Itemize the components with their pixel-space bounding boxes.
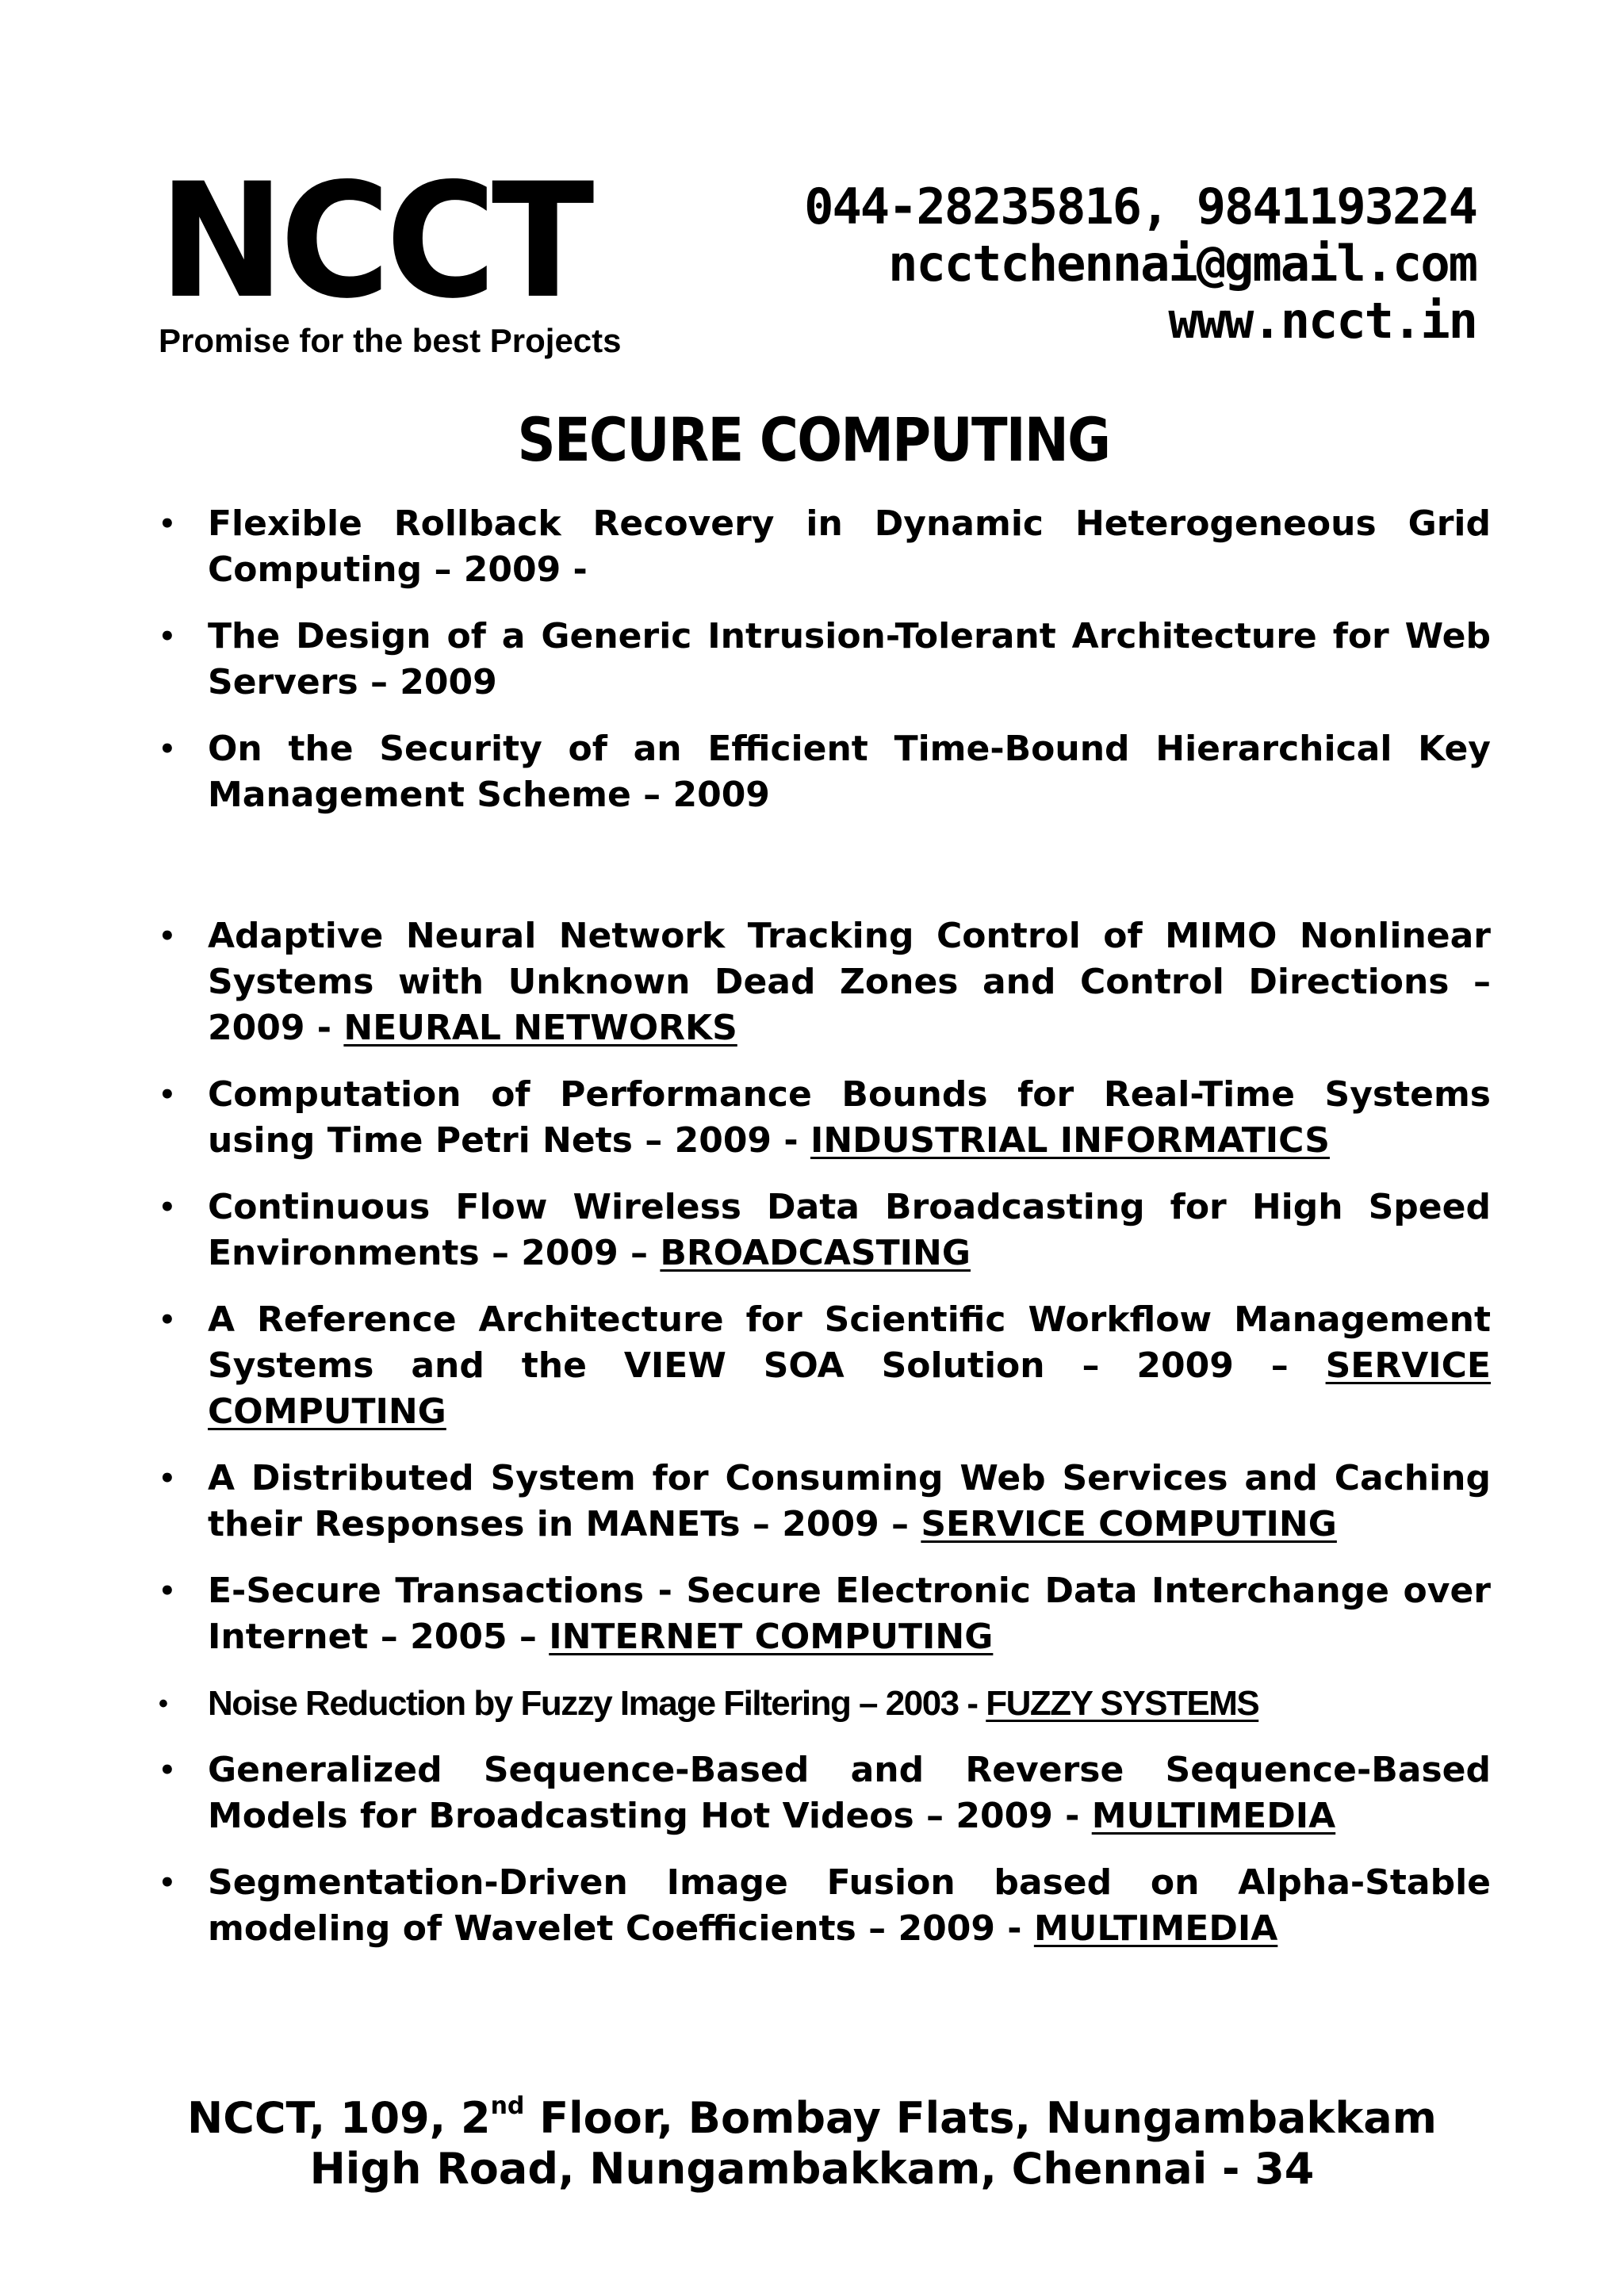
item-category: MULTIMEDIA	[1091, 1796, 1336, 1836]
list-item	[159, 1456, 1491, 1548]
bullet-icon: •	[159, 1304, 176, 1336]
item-title: Generalized Sequence-Based and Reverse Sequence-Based Models for Broadcasting Hot Videos – 2009 -	[208, 1750, 1491, 1836]
list-item	[159, 1747, 1491, 1839]
item-category: INTERNET COMPUTING	[549, 1617, 994, 1657]
website-url: www.ncct.in	[1168, 292, 1477, 350]
list-item	[159, 1568, 1491, 1660]
item-title: On the Security of an Efficient Time-Bound Hierarchical Key Management Scheme – 2009	[208, 729, 1491, 815]
bullet-icon: •	[159, 1079, 176, 1111]
contact-block	[804, 178, 1477, 350]
item-category: SERVICE COMPUTING	[208, 1345, 1491, 1432]
bullet-icon: •	[159, 1463, 176, 1494]
item-category: MULTIMEDIA	[1033, 1908, 1278, 1949]
item-title: Continuous Flow Wireless Data Broadcasting for High Speed Environments – 2009 –	[208, 1187, 1491, 1273]
list-item	[159, 1072, 1491, 1164]
ncct-logo: NCCT	[159, 149, 590, 334]
bullet-icon: •	[159, 1575, 176, 1607]
bullet-icon: •	[159, 1192, 176, 1223]
phone-numbers: 044-28235816, 9841193224	[804, 178, 1477, 235]
list-item	[159, 1681, 1491, 1727]
item-title: A Distributed System for Consuming Web Services and Caching their Responses in MANETs – 2009 –	[208, 1458, 1491, 1544]
project-list	[159, 501, 1491, 1973]
item-title: Computation of Performance Bounds for Real-Time Systems using Time Petri Nets – 2009 -	[208, 1074, 1491, 1161]
address-part: Floor, Bombay Flats, Nungambakkam	[524, 2093, 1437, 2143]
item-title: E-Secure Transactions - Secure Electronic Data Interchange over Internet – 2005 –	[208, 1571, 1491, 1657]
ordinal-suffix: nd	[490, 2092, 525, 2120]
bullet-icon: •	[159, 621, 176, 652]
item-title: Adaptive Neural Network Tracking Control of MIMO Nonlinear Systems with Unknown Dead Zones and Control Directions – 2009 -	[208, 916, 1491, 1048]
address-part: NCCT, 109, 2	[187, 2093, 491, 2143]
item-category: SERVICE COMPUTING	[921, 1504, 1337, 1544]
address-line-1	[0, 2093, 1624, 2144]
list-item	[159, 726, 1491, 818]
item-title: Segmentation-Driven Image Fusion based on Alpha-Stable modeling of Wavelet Coefficients – 2009 -	[208, 1862, 1491, 1949]
bullet-icon: •	[159, 920, 176, 952]
address-line-2: High Road, Nungambakkam, Chennai - 34	[309, 2144, 1315, 2194]
item-category: INDUSTRIAL INFORMATICS	[810, 1120, 1330, 1161]
item-title: A Reference Architecture for Scientific Workflow Management Systems and the VIEW SOA Solution – 2009 –	[208, 1299, 1491, 1386]
item-title: The Design of a Generic Intrusion-Tolerant Architecture for Web Servers – 2009	[208, 616, 1491, 702]
bullet-icon: •	[159, 1689, 167, 1719]
address-footer	[0, 2093, 1624, 2195]
item-category: FUZZY SYSTEMS	[986, 1684, 1259, 1723]
email-address: ncctchennai@gmail.com	[888, 235, 1477, 293]
item-category: BROADCASTING	[660, 1233, 971, 1273]
list-item	[159, 1860, 1491, 1952]
tagline: Promise for the best Projects	[159, 322, 622, 359]
item-category: NEURAL NETWORKS	[343, 1008, 737, 1048]
item-title: Flexible Rollback Recovery in Dynamic Heterogeneous Grid Computing – 2009 -	[208, 503, 1491, 590]
bullet-icon: •	[159, 733, 176, 765]
list-item	[159, 501, 1491, 593]
bullet-icon: •	[159, 1867, 176, 1899]
bullet-icon: •	[159, 508, 176, 540]
list-item	[159, 1184, 1491, 1276]
list-item	[159, 913, 1491, 1051]
item-title: Noise Reduction by Fuzzy Image Filtering – 2003 -	[208, 1684, 978, 1723]
list-item	[159, 614, 1491, 706]
page-title: SECURE COMPUTING	[517, 404, 1110, 475]
bullet-icon: •	[159, 1755, 176, 1786]
list-item	[159, 1297, 1491, 1435]
